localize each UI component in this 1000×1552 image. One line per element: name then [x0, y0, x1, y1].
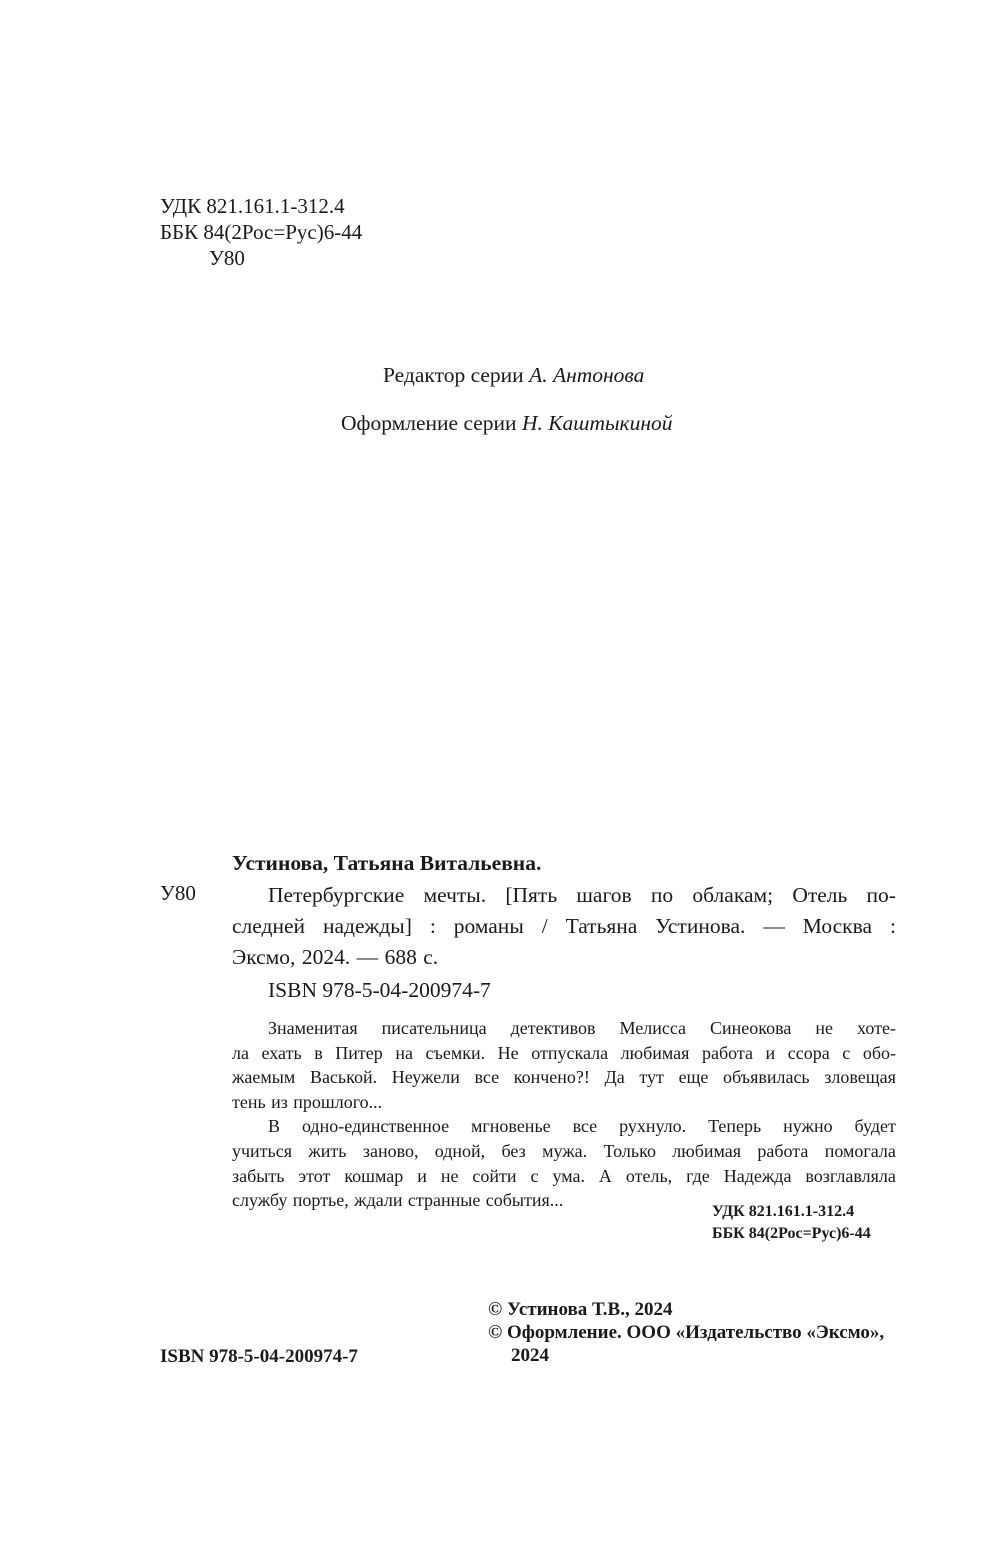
- word: :: [889, 914, 896, 938]
- word: не: [815, 1018, 833, 1038]
- word: Отель: [792, 883, 848, 907]
- bibliographic-line: [232, 942, 896, 973]
- copyright-block: [488, 1298, 884, 1367]
- word: 2024.: [301, 945, 351, 969]
- word: жаемым: [232, 1067, 296, 1088]
- word: В: [268, 1116, 281, 1137]
- udk-code: УДК 821.161.1-312.4: [160, 194, 345, 218]
- word: из: [271, 1091, 288, 1112]
- word: одной,: [434, 1140, 486, 1161]
- word: Теперь: [708, 1116, 762, 1137]
- word: мужа.: [542, 1140, 588, 1161]
- bibliographic-description: [232, 880, 896, 973]
- word: Неужели: [391, 1067, 460, 1088]
- word: жить: [308, 1140, 347, 1161]
- copyright-design-year: 2024: [511, 1345, 549, 1366]
- word: все: [474, 1067, 500, 1088]
- classification-codes: [160, 193, 362, 271]
- bibliographic-line: [232, 911, 896, 942]
- word: ссора: [787, 1042, 830, 1063]
- word: прошлого...: [293, 1091, 383, 1112]
- word: и: [765, 1042, 776, 1063]
- word: не: [440, 1165, 459, 1186]
- word: ума.: [552, 1165, 585, 1186]
- word: рухнуло.: [619, 1116, 687, 1137]
- word: Васькой.: [309, 1067, 378, 1088]
- word: забыть: [232, 1165, 285, 1186]
- word: будет: [854, 1116, 896, 1137]
- word: Мелисса: [619, 1018, 687, 1038]
- word: в: [314, 1042, 323, 1063]
- word: Не: [497, 1042, 519, 1063]
- annotation: [232, 1016, 896, 1213]
- word: детективов: [510, 1018, 596, 1038]
- word: тень: [232, 1091, 266, 1112]
- word: с: [530, 1165, 539, 1186]
- word: любимая: [620, 1042, 690, 1063]
- annotation-line: [232, 1065, 896, 1090]
- series-editor-name: А. Антонова: [529, 363, 645, 387]
- word: съемки.: [425, 1042, 486, 1063]
- word: с: [842, 1042, 851, 1063]
- word: шагов: [576, 883, 632, 907]
- word: надежды]: [322, 914, 412, 938]
- word: романы: [453, 914, 524, 938]
- word: Да: [604, 1067, 625, 1088]
- word: тут: [639, 1067, 664, 1088]
- word: нужно: [783, 1116, 833, 1137]
- word: мгновенье: [471, 1116, 551, 1137]
- word: Питер: [335, 1042, 383, 1063]
- word: Татьяна: [565, 914, 638, 938]
- word: работа: [757, 1140, 809, 1161]
- annotation-line: [232, 1016, 896, 1041]
- word: еще: [678, 1067, 709, 1088]
- word: облакам;: [692, 883, 774, 907]
- word: работа: [701, 1042, 753, 1063]
- word: 688: [384, 945, 417, 969]
- word: по-: [866, 883, 896, 907]
- word: службу: [232, 1190, 288, 1211]
- word: ехать: [261, 1042, 302, 1063]
- annotation-line: [232, 1139, 896, 1164]
- word: [Пять: [505, 883, 558, 907]
- word: Знаменитая: [268, 1018, 358, 1038]
- word: хоте-: [857, 1018, 896, 1038]
- word: писательница: [381, 1018, 487, 1038]
- word: /: [541, 914, 548, 938]
- word: и: [417, 1165, 427, 1186]
- word: сойти: [472, 1165, 517, 1186]
- card-bbk-code: ББК 84(2Рос=Рус)6-44: [712, 1225, 871, 1242]
- word: странные: [407, 1190, 481, 1211]
- word: ла: [232, 1042, 249, 1063]
- annotation-line: [232, 1090, 896, 1115]
- series-design-name: Н. Каштыкиной: [521, 411, 673, 435]
- card-udk-code: УДК 821.161.1-312.4: [712, 1203, 855, 1220]
- series-design-label: Оформление серии: [341, 411, 517, 435]
- catalog-index-mark: У80: [160, 881, 196, 905]
- author-heading: Устинова, Татьяна Витальевна.: [232, 851, 542, 875]
- word: Эксмо,: [232, 945, 296, 969]
- annotation-line: [232, 1114, 896, 1139]
- word: отель,: [625, 1165, 673, 1186]
- word: без: [501, 1140, 526, 1161]
- word: события...: [485, 1190, 564, 1211]
- word: портье,: [292, 1190, 349, 1211]
- word: учиться: [232, 1140, 293, 1161]
- word: Только: [603, 1140, 656, 1161]
- card-classification-codes: [712, 1201, 871, 1245]
- word: Надежда: [723, 1165, 792, 1186]
- copyright-design: © Оформление. ООО «Издательство «Эксмо»,: [488, 1322, 885, 1343]
- series-editor-credit: [383, 362, 644, 388]
- word: возглавляла: [805, 1165, 896, 1186]
- word: —: [356, 945, 379, 969]
- word: кончено?!: [513, 1067, 590, 1088]
- word: помогала: [824, 1140, 896, 1161]
- word: :: [429, 914, 436, 938]
- word: заново,: [362, 1140, 419, 1161]
- word: Москва: [802, 914, 873, 938]
- word: отпускала: [531, 1042, 609, 1063]
- isbn-footer: ISBN 978-5-04-200974-7: [160, 1346, 358, 1367]
- word: следней: [232, 914, 306, 938]
- series-design-credit: [341, 410, 673, 436]
- word: А: [598, 1165, 612, 1186]
- word: на: [395, 1042, 413, 1063]
- word: ждали: [354, 1190, 403, 1211]
- word: Синеокова: [710, 1018, 792, 1038]
- word: мечты.: [423, 883, 487, 907]
- word: где: [686, 1165, 710, 1186]
- word: —: [763, 914, 785, 938]
- word: обо-: [862, 1042, 896, 1063]
- word: кошмар: [344, 1165, 404, 1186]
- word: все: [572, 1116, 598, 1137]
- word: зловещая: [824, 1067, 896, 1088]
- annotation-line: [232, 1164, 896, 1189]
- series-editor-label: Редактор серии: [383, 363, 524, 387]
- word: любимая: [672, 1140, 742, 1161]
- word: с.: [423, 945, 439, 969]
- word: этот: [298, 1165, 331, 1186]
- bbk-code: ББК 84(2Рос=Рус)6-44: [160, 220, 363, 244]
- copyright-author: © Устинова Т.В., 2024: [488, 1299, 673, 1320]
- author-mark: У80: [209, 246, 245, 270]
- word: по: [650, 883, 674, 907]
- isbn: ISBN 978-5-04-200974-7: [268, 978, 491, 1002]
- word: Устинова.: [655, 914, 746, 938]
- word: Петербургские: [268, 883, 405, 907]
- bibliographic-line: [232, 880, 896, 911]
- annotation-line: [232, 1041, 896, 1066]
- word: одно-единственное: [301, 1116, 450, 1137]
- word: объявилась: [723, 1067, 810, 1088]
